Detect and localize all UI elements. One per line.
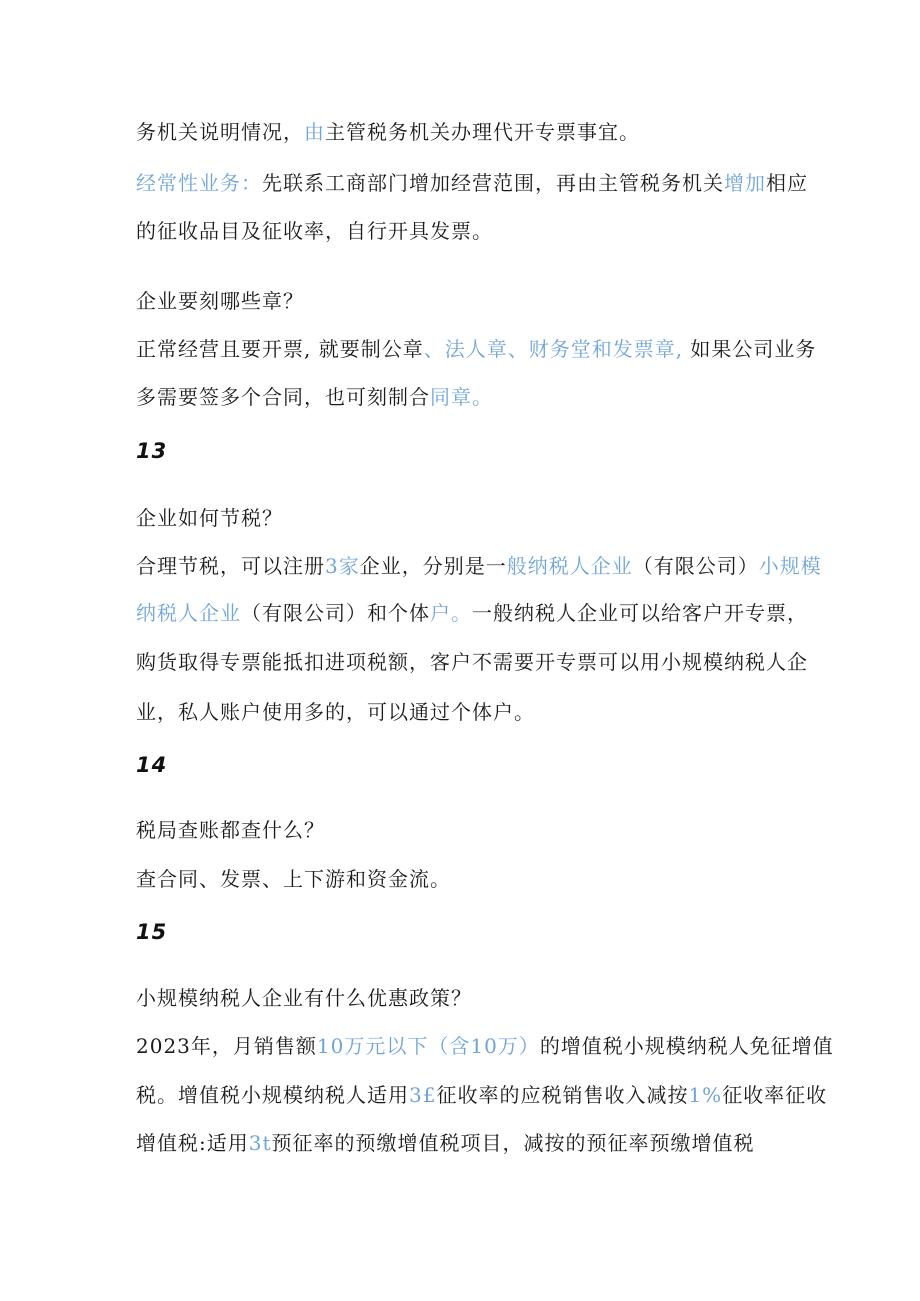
text-segment: 正常经营且要开票, 就要制公章: [136, 337, 424, 361]
text-line: [136, 117, 640, 147]
text-segment: 业，私人账户使用多的，可以通过个体户。: [136, 700, 535, 724]
text-segment: 查合同、发票、上下游和资金流。: [136, 867, 451, 891]
text-segment: 先联系工商部门增加经营范围，再由主管税务机关: [262, 171, 724, 195]
text-segment: 小规模纳税人企业有什么优惠政策？: [136, 986, 472, 1010]
text-segment: 的征收品目及征收率，自行开具发票。: [136, 219, 493, 243]
question-heading: [136, 983, 472, 1013]
text-line: [136, 334, 816, 364]
text-line: [136, 864, 451, 894]
highlighted-text: 10万元以下（含10万）: [316, 1034, 540, 1058]
highlighted-text: 增加: [724, 171, 766, 195]
text-segment: 预征率的预缴增值税项目，减按的预征率预缴增值税: [271, 1131, 755, 1155]
highlighted-text: 户。: [430, 601, 472, 625]
question-heading: [136, 286, 304, 316]
highlighted-text: 同章。: [430, 385, 493, 409]
highlighted-text: 3家: [325, 554, 360, 578]
highlighted-text: 、法人章、财务堂和发票章,: [423, 337, 684, 361]
text-segment: 征收率的应税销售收入减按: [436, 1083, 689, 1107]
highlighted-text: 3t: [248, 1131, 272, 1155]
text-segment: 合理节税，可以注册: [136, 554, 325, 578]
question-heading: [136, 815, 325, 845]
text-segment: 相应: [766, 171, 808, 195]
highlighted-text: 由: [304, 120, 325, 144]
text-line: [136, 1031, 834, 1061]
text-line: [136, 598, 808, 628]
text-segment: 如果公司业务: [683, 337, 817, 361]
text-segment: 征收率征收: [722, 1083, 828, 1107]
text-segment: 多需要签多个合同，也可刻制合: [136, 385, 430, 409]
section-number: 14: [136, 753, 168, 777]
text-segment: 税局查账都查什么？: [136, 818, 325, 842]
text-segment: 企业，分别是一: [359, 554, 507, 578]
text-segment: 购货取得专票能抵扣进项税额，客户不需要开专票可以用小规模纳税人企: [136, 650, 808, 674]
section-number: 15: [136, 920, 168, 944]
text-segment: 务机关说明情况，: [136, 120, 304, 144]
text-segment: （有限公司）和个体: [241, 601, 430, 625]
text-line: [136, 382, 493, 412]
text-line: [136, 168, 808, 198]
highlighted-text: 般纳税人企业: [506, 554, 633, 578]
text-line: [136, 1080, 827, 1110]
highlighted-text: 经常性业务：: [136, 171, 262, 195]
question-heading: [136, 503, 283, 533]
text-segment: 主管税务机关办理代开专票事宜。: [325, 120, 640, 144]
text-segment: 企业要刻哪些章？: [136, 289, 304, 313]
text-line: [136, 551, 822, 581]
text-segment: 一般纳税人企业可以给客户开专票，: [472, 601, 808, 625]
highlighted-text: 1%: [688, 1083, 723, 1107]
text-segment: （有限公司）: [632, 554, 759, 578]
text-line: [136, 216, 493, 246]
text-line: [136, 647, 808, 677]
text-segment: 2023年，月销售额: [136, 1034, 317, 1058]
text-segment: 增值税:适用: [136, 1131, 249, 1155]
text-segment: 的增值税小规模纳税人免征增值: [539, 1034, 834, 1058]
section-number: 13: [136, 439, 168, 463]
text-segment: 企业如何节税？: [136, 506, 283, 530]
highlighted-text: 纳税人企业: [136, 601, 241, 625]
text-segment: 税。增值税小规模纳税人适用: [136, 1083, 409, 1107]
highlighted-text: 小规模: [758, 554, 822, 578]
text-line: [136, 1128, 755, 1158]
highlighted-text: 3£: [409, 1083, 437, 1107]
text-line: [136, 697, 535, 727]
